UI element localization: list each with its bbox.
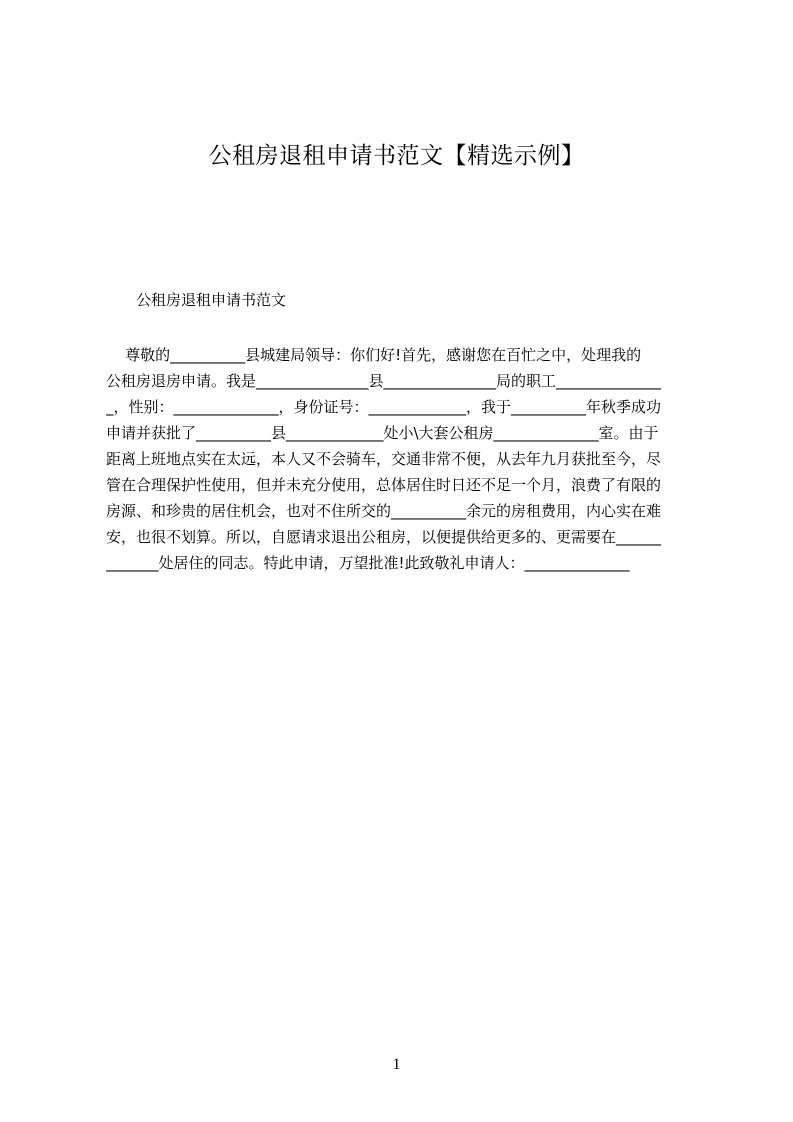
body-paragraph <box>106 342 700 576</box>
body-line: 尊敬的__________县城建局领导：你们好!首先，感谢您在百忙之中，处理我的 <box>106 346 642 364</box>
body-line: 公租房退房申请。我是_______________县_______________局的职工______________ <box>106 372 662 390</box>
document-title: 公租房退租申请书范文【精选示例】 <box>208 143 585 169</box>
body-line: 安，也很不划算。所以，自愿请求退出公租房，以便提供给更多的、更需要在______ <box>106 528 662 546</box>
body-line: 距离上班地点实在太远，本人又不会骑车，交通非常不便，从去年九月获批至今，尽 <box>106 450 662 468</box>
body-line: 房源、和珍贵的居住机会，也对不住所交的__________余元的房租费用，内心实在难 <box>106 502 662 520</box>
body-line: 申请并获批了__________县_____________处小\大套公租房______________室。由于 <box>106 424 659 442</box>
body-line: _，性别：______________，身份证号：_____________，我于__________年秋季成功 <box>106 398 662 416</box>
page-number: 1 <box>392 1056 401 1073</box>
document-subtitle: 公租房退租申请书范文 <box>136 291 287 309</box>
body-line: 管在合理保护性使用，但并未充分使用，总体居住时日还不足一个月，浪费了有限的 <box>106 476 662 494</box>
body-line: _______处居住的同志。特此申请，万望批准!此致敬礼申请人：______________ <box>106 554 630 572</box>
